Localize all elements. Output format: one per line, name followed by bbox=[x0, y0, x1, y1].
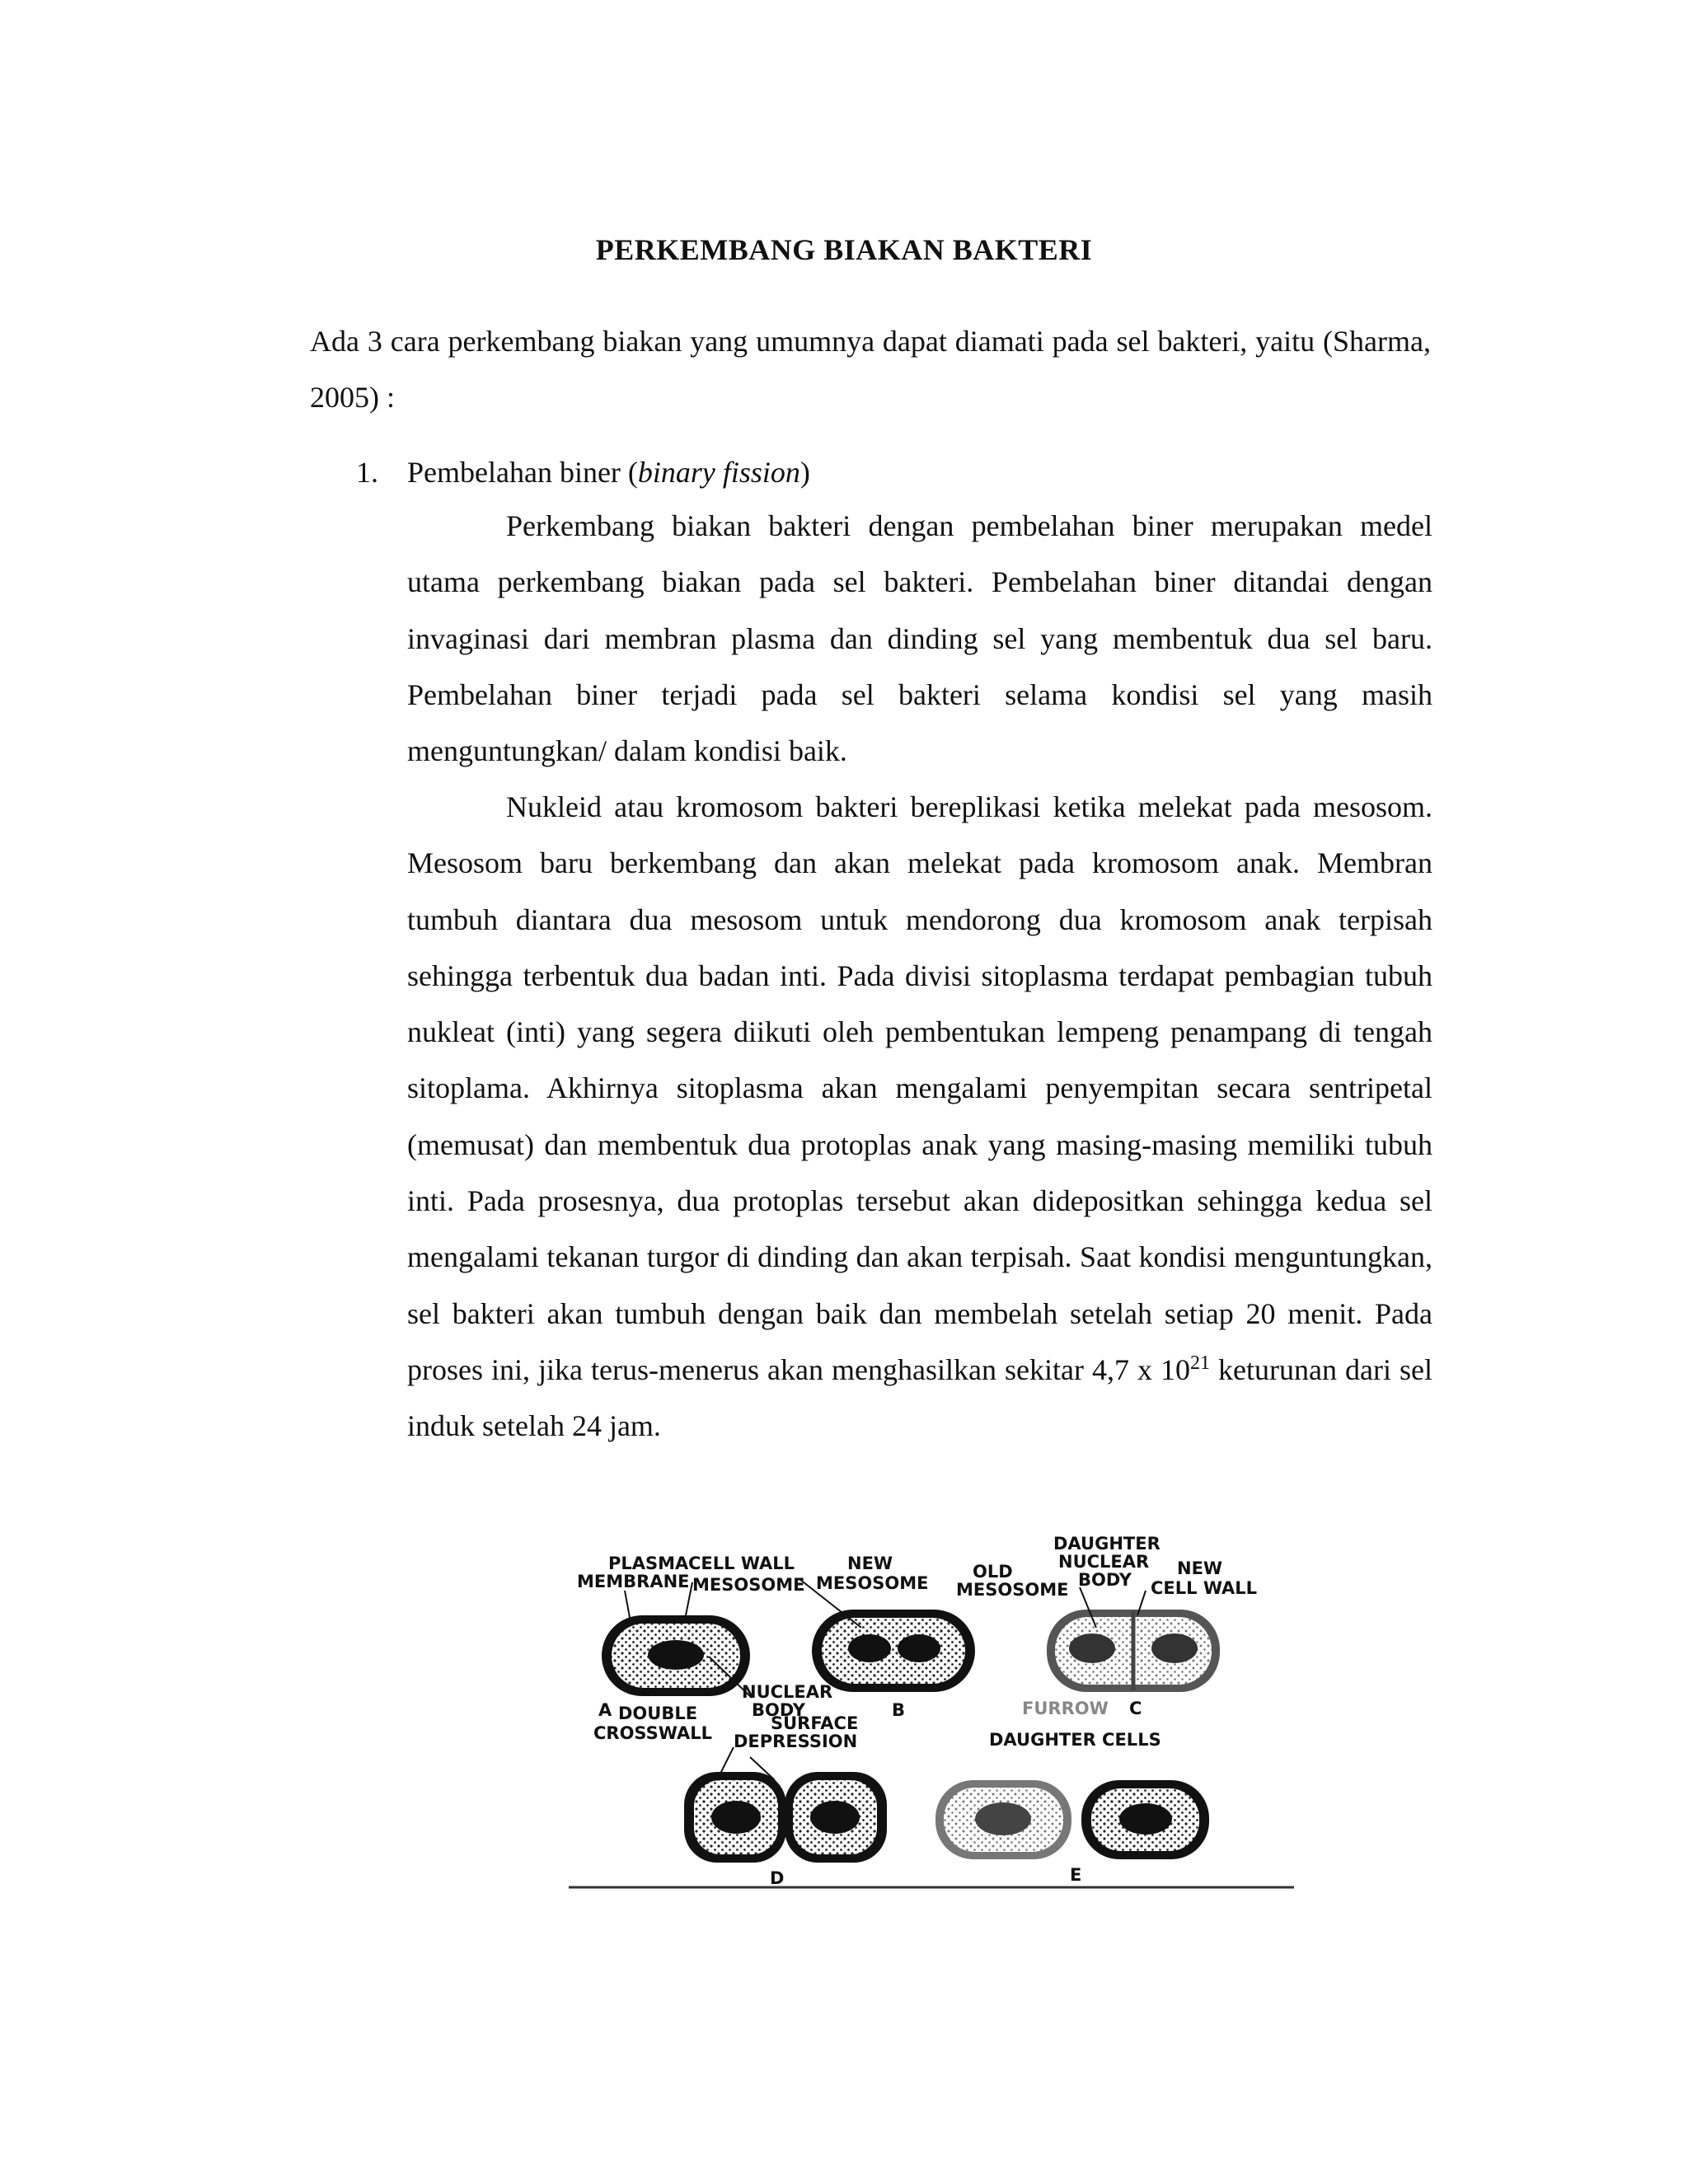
list-label-end: ) bbox=[799, 456, 810, 489]
label-cell-wall: CELL WALL bbox=[688, 1554, 795, 1573]
label-new-cell-wall-1: NEW bbox=[1177, 1558, 1223, 1578]
label-surface-depression-1: SURFACE bbox=[771, 1713, 859, 1733]
label-plasma-membrane-1: PLASMA bbox=[608, 1554, 689, 1573]
label-new-mesosome-2: MESOSOME bbox=[816, 1573, 929, 1593]
label-old-mesosome-1: OLD bbox=[973, 1562, 1013, 1582]
list-number: 1. bbox=[356, 456, 378, 489]
cell-a bbox=[602, 1615, 750, 1696]
paragraph2-text-b: keturunan dari sel induk setelah 24 jam. bbox=[407, 1352, 1433, 1443]
list-label-italic: binary fission bbox=[637, 456, 800, 489]
cell-e bbox=[935, 1780, 1209, 1859]
label-stage-b: B bbox=[892, 1700, 906, 1720]
label-new-mesosome-1: NEW bbox=[847, 1554, 893, 1573]
label-nuclear-body-2: BODY bbox=[752, 1700, 805, 1720]
intro-paragraph: Ada 3 cara perkembang biakan yang umumnya dapat diamati pada sel bakteri, yaitu (Sharma, 2005) : bbox=[310, 325, 1431, 414]
label-nuclear-body-1: NUCLEAR bbox=[742, 1682, 833, 1702]
label-new-cell-wall-2: CELL WALL bbox=[1151, 1578, 1258, 1598]
label-old-mesosome-2: MESOSOME bbox=[956, 1580, 1069, 1600]
cell-d bbox=[684, 1772, 887, 1863]
label-daughter-nuclear-body-3: BODY bbox=[1078, 1570, 1132, 1590]
label-plasma-membrane-2: MEMBRANE bbox=[577, 1572, 690, 1591]
label-stage-e: E bbox=[1070, 1865, 1082, 1885]
label-stage-a: A bbox=[598, 1700, 612, 1720]
label-mesosome: MESOSOME bbox=[692, 1575, 805, 1595]
document-title: PERKEMBANG BIAKAN BAKTERI bbox=[595, 233, 1093, 266]
cell-b bbox=[812, 1610, 975, 1692]
label-daughter-nuclear-body-2: NUCLEAR bbox=[1058, 1552, 1150, 1572]
label-double-crosswall-1: DOUBLE bbox=[618, 1704, 698, 1723]
binary-fission-figure bbox=[569, 1533, 1294, 1896]
label-double-crosswall-2: CROSSWALL bbox=[593, 1723, 712, 1743]
paragraph2-text-a: Nukleid atau kromosom bakteri bereplikasi ketika melekat pada mesosom. Mesosom baru berkembang dan akan melekat pada kromosom anak. Membran tumbuh diantara dua mesosom untuk mendorong dua kromosom anak terpisah sehingga terbentuk dua badan inti. Pada divisi sitoplasma terdapat pembagian tubuh nukleat (inti) yang segera diikuti oleh pembentukan lempeng penampang di tengah sitoplama. Akhirnya sitoplasma akan mengalami penyempitan secara sentripetal (memusat) dan membentuk dua protoplas anak yang masing-masing memiliki tubuh inti. Pada prosesnya, dua protoplas tersebut akan didepositkan sehingga kedua sel mengalami tekanan turgor di dinding dan akan terpisah. Saat kondisi menguntungkan, sel bakteri akan tumbuh dengan baik dan membelah setelah setiap 20 menit. Pada proses ini, jika terus-menerus akan menghasilkan sekitar 4,7 x 10 bbox=[407, 790, 1432, 1386]
label-stage-c: C bbox=[1129, 1699, 1142, 1718]
label-stage-d: D bbox=[770, 1868, 785, 1888]
paragraph-binary-fission-process bbox=[407, 779, 1432, 1455]
label-daughter-nuclear-body-1: DAUGHTER bbox=[1053, 1534, 1160, 1554]
paragraph-binary-fission-intro: Perkembang biakan bakteri dengan pembelahan biner merupakan medel utama perkembang biakan pada sel bakteri. Pembelahan biner ditandai dengan invaginasi dari membran plasma dan dinding sel yang membentuk dua sel baru. Pembelahan biner terjadi pada sel bakteri selama kondisi sel yang masih menguntungkan/ dalam kondisi baik. bbox=[407, 509, 1432, 768]
binary-fission-diagram bbox=[569, 1533, 1294, 1896]
label-surface-depression-2: DEPRESSION bbox=[734, 1732, 858, 1751]
cell-c bbox=[1047, 1610, 1220, 1692]
label-daughter-cells: DAUGHTER CELLS bbox=[989, 1730, 1161, 1750]
list-label: Pembelahan biner ( bbox=[407, 456, 638, 489]
list-item-heading bbox=[356, 452, 810, 493]
label-furrow: FURROW bbox=[1022, 1699, 1109, 1718]
exponent: 21 bbox=[1190, 1352, 1211, 1374]
